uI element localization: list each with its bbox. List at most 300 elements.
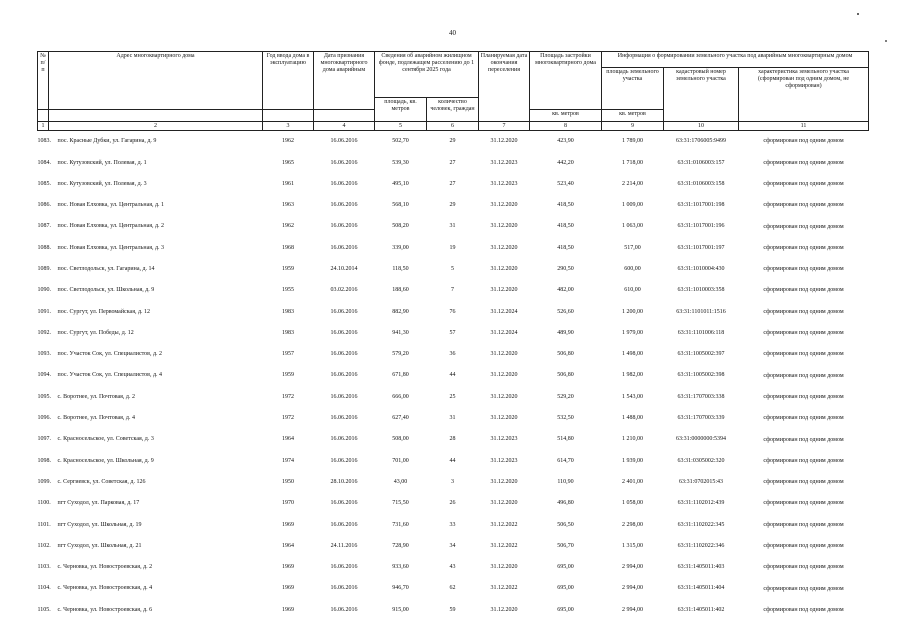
row-number: 1088. (37, 244, 51, 251)
people-cell: 44 (449, 372, 456, 379)
land-area-cell: 2 994,00 (622, 564, 643, 571)
col-num: 8 (530, 122, 602, 131)
row-number: 1087. (37, 223, 51, 230)
land-characteristic-cell: сформирован под одним домом (763, 372, 844, 379)
cadastral-cell: 63:31:1405011:404 (677, 585, 725, 592)
planned-date-cell: 31.12.2020 (490, 606, 518, 613)
address-cell: с. Сергиевск, ул. Советская, д. 126 (57, 478, 146, 485)
year-cell: 1965 (282, 159, 294, 166)
land-area-cell: 2 401,00 (622, 478, 643, 485)
people-cell: 25 (449, 393, 456, 400)
col-num: 6 (427, 122, 479, 131)
year-cell: 1964 (282, 542, 294, 549)
scan-speck (857, 13, 859, 15)
date-cell: 03.02.2016 (330, 287, 358, 294)
planned-date-cell: 31.12.2020 (490, 223, 518, 230)
area-cell: 508,20 (392, 223, 409, 230)
area-cell: 579,20 (392, 351, 409, 358)
land-characteristic-cell: сформирован под одним домом (763, 393, 844, 400)
address-cell: пос. Участок Сок, ул. Специалистов, д. 2 (57, 351, 163, 358)
build-area-cell: 418,50 (557, 244, 574, 251)
people-cell: 76 (449, 308, 456, 315)
land-characteristic-cell: сформирован под одним домом (763, 457, 844, 464)
table-row (38, 429, 869, 450)
col-num: 11 (739, 122, 869, 131)
build-area-cell: 514,80 (557, 436, 574, 443)
year-cell: 1983 (282, 329, 294, 336)
cadastral-cell: 63:31:1102012:439 (677, 500, 725, 507)
table-body (38, 131, 869, 621)
people-cell: 28 (449, 436, 456, 443)
col-num: 1 (38, 122, 49, 131)
year-cell: 1969 (282, 606, 294, 613)
area-cell: 539,30 (392, 159, 409, 166)
row-number: 1084. (37, 159, 51, 166)
land-area-cell: 1 058,00 (622, 500, 643, 507)
address-cell: пос. Кутузовский, ул. Полевая, д. 3 (57, 180, 147, 187)
land-area-cell: 1 543,00 (622, 393, 643, 400)
area-cell: 508,00 (392, 436, 409, 443)
row-number: 1093. (37, 351, 51, 358)
land-area-cell: 1 789,00 (622, 138, 643, 145)
row-number: 1085. (37, 180, 51, 187)
date-cell: 28.10.2016 (330, 478, 358, 485)
planned-date-cell: 31.12.2022 (490, 521, 518, 528)
area-cell: 701,00 (392, 457, 409, 464)
header-land-characteristic: характеристика земельного участка (сформирован под одним домом, не сформирован) (739, 68, 869, 122)
area-cell: 728,90 (392, 542, 409, 549)
year-cell: 1962 (282, 138, 294, 145)
planned-date-cell: 31.12.2020 (490, 138, 518, 145)
header-blank-year (263, 110, 314, 122)
build-area-cell: 506,80 (557, 372, 574, 379)
people-cell: 43 (449, 564, 456, 571)
land-characteristic-cell: сформирован под одним домом (763, 330, 844, 337)
header-address: Адрес многоквартирного дома (49, 52, 263, 110)
table-row (38, 600, 869, 621)
cadastral-cell: 63:31:1405011:402 (677, 606, 725, 613)
date-cell: 16.06.2016 (330, 393, 358, 400)
land-characteristic-cell: сформирован под одним домом (763, 542, 844, 549)
cadastral-cell: 63:31:0106003:158 (677, 180, 725, 187)
row-number: 1103. (37, 564, 51, 571)
planned-date-cell: 31.12.2020 (490, 265, 518, 272)
row-number: 1092. (37, 329, 51, 336)
land-area-cell: 1 718,00 (622, 159, 643, 166)
col-num: 4 (314, 122, 375, 131)
people-cell: 33 (449, 521, 456, 528)
land-area-cell: 1 200,00 (622, 308, 643, 315)
people-cell: 29 (449, 202, 456, 209)
table-row (38, 408, 869, 429)
header-build-area: Площадь застройки многоквартирного дома (530, 52, 602, 110)
date-cell: 16.06.2016 (330, 415, 358, 422)
date-cell: 24.10.2014 (330, 265, 358, 272)
area-cell: 882,90 (392, 308, 409, 315)
header-land-info: Информация о формировании земельного участка под аварийным многоквартирным домом (602, 52, 869, 68)
address-cell: пос. Сургут, ул. Победы, д. 12 (57, 329, 134, 336)
row-number: 1098. (37, 457, 51, 464)
land-characteristic-cell: сформирован под одним домом (763, 287, 844, 294)
row-number: 1101. (37, 521, 51, 528)
planned-date-cell: 31.12.2020 (490, 564, 518, 571)
land-characteristic-cell: сформирован под одним домом (763, 180, 844, 187)
planned-date-cell: 31.12.2023 (490, 457, 518, 464)
cadastral-cell: 63:31:1102022:345 (677, 521, 725, 528)
row-number: 1097. (37, 436, 51, 443)
land-characteristic-cell: сформирован под одним домом (763, 223, 844, 230)
people-cell: 29 (449, 138, 456, 145)
address-cell: пос. Новая Елховка, ул. Центральная, д. 1 (57, 202, 165, 209)
area-cell: 941,30 (392, 329, 409, 336)
col-num: 9 (602, 122, 664, 131)
table-header (38, 52, 869, 131)
area-cell: 339,00 (392, 244, 409, 251)
build-area-cell: 418,50 (557, 223, 574, 230)
address-cell: пгт Суходол, ул. Парковая, д. 17 (57, 500, 140, 507)
date-cell: 16.06.2016 (330, 351, 358, 358)
cadastral-cell: 63:31:1017001:198 (677, 202, 725, 209)
row-number: 1095. (37, 393, 51, 400)
address-cell: с. Черновка, ул. Новостроевская, д. 4 (57, 585, 153, 592)
build-area-cell: 532,50 (557, 415, 574, 422)
area-cell: 502,70 (392, 138, 409, 145)
table-row (38, 323, 869, 344)
date-cell: 16.06.2016 (330, 585, 358, 592)
table-row (38, 536, 869, 557)
table-row (38, 237, 869, 258)
year-cell: 1955 (282, 287, 294, 294)
row-number: 1096. (37, 415, 51, 422)
year-cell: 1959 (282, 372, 294, 379)
land-area-cell: 600,00 (624, 265, 641, 272)
planned-date-cell: 31.12.2024 (490, 329, 518, 336)
row-number: 1091. (37, 308, 51, 315)
cadastral-cell: 63:31:1102022:346 (677, 542, 725, 549)
land-area-cell: 1 982,00 (622, 372, 643, 379)
land-area-cell: 1 488,00 (622, 415, 643, 422)
cadastral-cell: 63:31:1101011:1516 (676, 308, 726, 315)
row-number: 1099. (37, 478, 51, 485)
date-cell: 16.06.2016 (330, 372, 358, 379)
row-number: 1102. (37, 542, 51, 549)
planned-date-cell: 31.12.2020 (490, 351, 518, 358)
cadastral-cell: 63:31:1706005:9499 (675, 138, 726, 145)
cadastral-cell: 63:31:1010004:430 (677, 265, 725, 272)
area-cell: 188,60 (392, 287, 409, 294)
header-housing-info: Сведения об аварийном жилищном фонде, подлежащем расселению до 1 сентября 2025 года (375, 52, 479, 98)
address-cell: пос. Светлодольск, ул. Гагарина, д. 14 (57, 265, 155, 272)
people-cell: 31 (449, 415, 456, 422)
build-area-cell: 526,60 (557, 308, 574, 315)
address-cell: с. Воротнее, ул. Почтовая, д. 2 (57, 393, 135, 400)
year-cell: 1968 (282, 244, 294, 251)
area-cell: 731,60 (392, 521, 409, 528)
address-cell: с. Воротнее, ул. Почтовая, д. 4 (57, 415, 135, 422)
header-land-unit: кв. метров (602, 110, 664, 122)
land-area-cell: 1 315,00 (622, 542, 643, 549)
planned-date-cell: 31.12.2020 (490, 393, 518, 400)
cadastral-cell: 63:31:1010003:358 (677, 287, 725, 294)
planned-date-cell: 31.12.2020 (490, 287, 518, 294)
table-row (38, 387, 869, 408)
build-area-cell: 695,00 (557, 606, 574, 613)
row-number: 1105. (37, 606, 51, 613)
table-row (38, 259, 869, 280)
row-number: 1083. (37, 138, 51, 145)
year-cell: 1963 (282, 202, 294, 209)
build-area-cell: 110,90 (557, 478, 574, 485)
land-area-cell: 1 210,00 (622, 436, 643, 443)
people-cell: 36 (449, 351, 456, 358)
date-cell: 16.06.2016 (330, 329, 358, 336)
people-cell: 62 (449, 585, 456, 592)
row-number: 1089. (37, 265, 51, 272)
col-num: 5 (375, 122, 427, 131)
table-row (38, 493, 869, 514)
planned-date-cell: 31.12.2023 (490, 159, 518, 166)
land-characteristic-cell: сформирован под одним домом (763, 244, 844, 251)
cadastral-cell: 63:31:1405011:403 (677, 564, 725, 571)
area-cell: 627,40 (392, 415, 409, 422)
land-characteristic-cell: сформирован под одним домом (763, 308, 844, 315)
row-number: 1086. (37, 202, 51, 209)
table-row (38, 365, 869, 386)
col-num: 7 (479, 122, 530, 131)
cadastral-cell: 63:31:1005002:398 (677, 372, 725, 379)
col-num: 3 (263, 122, 314, 131)
date-cell: 16.06.2016 (330, 223, 358, 230)
year-cell: 1950 (282, 478, 294, 485)
cadastral-cell: 63:31:1005002:397 (677, 351, 725, 358)
people-cell: 3 (451, 478, 454, 485)
table-row (38, 578, 869, 599)
planned-date-cell: 31.12.2020 (490, 202, 518, 209)
cadastral-cell: 63:31:0106003:157 (677, 159, 725, 166)
table-row (38, 514, 869, 535)
date-cell: 16.06.2016 (330, 500, 358, 507)
row-number: 1090. (37, 287, 51, 294)
planned-date-cell: 31.12.2020 (490, 500, 518, 507)
table-row (38, 280, 869, 301)
people-cell: 59 (449, 606, 456, 613)
address-cell: пгт Суходол, ул. Школьная, д. 21 (57, 542, 142, 549)
year-cell: 1970 (282, 500, 294, 507)
table-row (38, 344, 869, 365)
header-cadastral: кадастровый номер земельного участка (664, 68, 739, 122)
land-characteristic-cell: сформирован под одним домом (763, 202, 844, 209)
land-area-cell: 1 063,00 (622, 223, 643, 230)
header-number: № п/п (38, 52, 49, 110)
area-cell: 946,70 (392, 585, 409, 592)
people-cell: 34 (449, 542, 456, 549)
planned-date-cell: 31.12.2024 (490, 308, 518, 315)
build-area-cell: 418,50 (557, 202, 574, 209)
header-land-area: площадь земельного участка (602, 68, 664, 110)
planned-date-cell: 31.12.2020 (490, 415, 518, 422)
date-cell: 24.11.2016 (330, 542, 358, 549)
col-num: 10 (664, 122, 739, 131)
build-area-cell: 529,20 (557, 393, 574, 400)
build-area-cell: 506,50 (557, 521, 574, 528)
area-cell: 933,60 (392, 564, 409, 571)
land-characteristic-cell: сформирован под одним домом (763, 436, 844, 443)
year-cell: 1974 (282, 457, 294, 464)
area-cell: 118,50 (392, 265, 409, 272)
date-cell: 16.06.2016 (330, 244, 358, 251)
table-row (38, 472, 869, 493)
year-cell: 1961 (282, 180, 294, 187)
cadastral-cell: 63:31:1707003:339 (677, 415, 725, 422)
row-number: 1094. (37, 372, 51, 379)
date-cell: 16.06.2016 (330, 457, 358, 464)
planned-date-cell: 31.12.2020 (490, 372, 518, 379)
build-area-cell: 496,80 (557, 500, 574, 507)
land-area-cell: 2 994,00 (622, 606, 643, 613)
year-cell: 1957 (282, 351, 294, 358)
address-cell: пос. Красные Дубки, ул. Гагарина, д. 9 (57, 138, 157, 145)
cadastral-cell: 63:31:0702015:43 (678, 478, 723, 485)
header-area: площадь, кв. метров (375, 98, 427, 122)
build-area-cell: 523,40 (557, 180, 574, 187)
date-cell: 16.06.2016 (330, 308, 358, 315)
address-cell: пос. Участок Сок, ул. Специалистов, д. 4 (57, 372, 163, 379)
planned-date-cell: 31.12.2020 (490, 244, 518, 251)
year-cell: 1959 (282, 265, 294, 272)
row-number: 1100. (37, 500, 51, 507)
header-people: количество человек, граждан (427, 98, 479, 122)
area-cell: 43,00 (393, 478, 408, 485)
area-cell: 715,50 (392, 500, 409, 507)
land-characteristic-cell: сформирован под одним домом (763, 159, 844, 166)
land-characteristic-cell: сформирован под одним домом (763, 479, 844, 486)
table-row (38, 131, 869, 153)
year-cell: 1969 (282, 585, 294, 592)
land-characteristic-cell: сформирован под одним домом (763, 606, 844, 613)
address-cell: с. Черновка, ул. Новостроевская, д. 2 (57, 564, 153, 571)
cadastral-cell: 63:31:1017001:197 (677, 244, 725, 251)
table-row (38, 174, 869, 195)
address-cell: пос. Сургут, ул. Первомайская, д. 12 (57, 308, 151, 315)
cadastral-cell: 63:31:1101006:118 (677, 329, 725, 336)
header-blank-date (314, 110, 375, 122)
build-area-cell: 506,70 (557, 542, 574, 549)
table-row (38, 557, 869, 578)
cadastral-cell: 63:31:1707003:338 (677, 393, 725, 400)
date-cell: 16.06.2016 (330, 138, 358, 145)
table-row (38, 450, 869, 471)
land-area-cell: 517,00 (624, 244, 641, 251)
header-year: Год ввода дома в эксплуатацию (263, 52, 314, 110)
col-num: 2 (49, 122, 263, 131)
area-cell: 671,80 (392, 372, 409, 379)
build-area-cell: 506,80 (557, 351, 574, 358)
land-area-cell: 1 009,00 (622, 202, 643, 209)
table-row (38, 152, 869, 173)
planned-date-cell: 31.12.2023 (490, 180, 518, 187)
date-cell: 16.06.2016 (330, 564, 358, 571)
build-area-cell: 290,50 (557, 265, 574, 272)
build-area-cell: 489,90 (557, 329, 574, 336)
header-build-unit: кв. метров (530, 110, 602, 122)
date-cell: 16.06.2016 (330, 521, 358, 528)
planned-date-cell: 31.12.2022 (490, 542, 518, 549)
land-area-cell: 610,00 (624, 287, 641, 294)
date-cell: 16.06.2016 (330, 180, 358, 187)
land-area-cell: 2 994,00 (622, 585, 643, 592)
table-row (38, 301, 869, 322)
area-cell: 495,10 (392, 180, 409, 187)
build-area-cell: 442,20 (557, 159, 574, 166)
date-cell: 16.06.2016 (330, 202, 358, 209)
land-area-cell: 1 939,00 (622, 457, 643, 464)
column-number-row (38, 122, 869, 131)
address-cell: с. Черновка, ул. Новостроевская, д. 6 (57, 606, 153, 613)
area-cell: 915,00 (392, 606, 409, 613)
cadastral-cell: 63:31:0000000:5394 (675, 436, 726, 443)
people-cell: 31 (449, 223, 456, 230)
address-cell: пос. Светлодольск, ул. Школьная, д. 9 (57, 287, 155, 294)
land-characteristic-cell: сформирован под одним домом (763, 500, 844, 507)
address-cell: пос. Кутузовский, ул. Полевая, д. 1 (57, 159, 147, 166)
year-cell: 1969 (282, 564, 294, 571)
land-characteristic-cell: сформирован под одним домом (763, 564, 844, 571)
date-cell: 16.06.2016 (330, 159, 358, 166)
row-number: 1104. (37, 585, 51, 592)
land-area-cell: 1 979,00 (622, 329, 643, 336)
cadastral-cell: 63:31:1017001:196 (677, 223, 725, 230)
people-cell: 5 (451, 265, 454, 272)
header-blank-no (38, 110, 49, 122)
land-area-cell: 2 214,00 (622, 180, 643, 187)
year-cell: 1964 (282, 436, 294, 443)
address-cell: с. Красносельское, ул. Школьная, д. 9 (57, 457, 154, 464)
build-area-cell: 482,00 (557, 287, 574, 294)
people-cell: 27 (449, 180, 456, 187)
emergency-housing-table (37, 51, 869, 621)
land-area-cell: 2 298,00 (622, 521, 643, 528)
header-planned-date: Планируемая дата окончания переселения (479, 52, 530, 122)
table-row (38, 195, 869, 216)
build-area-cell: 695,00 (557, 585, 574, 592)
date-cell: 16.06.2016 (330, 436, 358, 443)
table-row (38, 216, 869, 237)
area-cell: 568,10 (392, 202, 409, 209)
land-characteristic-cell: сформирован под одним домом (763, 585, 844, 592)
header-blank-address (49, 110, 263, 122)
address-cell: пос. Новая Елховка, ул. Центральная, д. 3 (57, 244, 165, 251)
year-cell: 1969 (282, 521, 294, 528)
address-cell: пгт Суходол, ул. Школьная, д. 19 (57, 521, 142, 528)
year-cell: 1972 (282, 393, 294, 400)
year-cell: 1983 (282, 308, 294, 315)
people-cell: 44 (449, 457, 456, 464)
land-area-cell: 1 498,00 (622, 351, 643, 358)
planned-date-cell: 31.12.2020 (490, 478, 518, 485)
planned-date-cell: 31.12.2022 (490, 585, 518, 592)
year-cell: 1962 (282, 223, 294, 230)
build-area-cell: 614,70 (557, 457, 574, 464)
cadastral-cell: 63:31:0305002:320 (677, 457, 725, 464)
year-cell: 1972 (282, 415, 294, 422)
page-number: 40 (449, 29, 456, 37)
land-characteristic-cell: сформирован под одним домом (763, 138, 844, 145)
scan-speck (885, 40, 887, 42)
people-cell: 19 (449, 244, 456, 251)
build-area-cell: 423,90 (557, 138, 574, 145)
people-cell: 26 (449, 500, 456, 507)
people-cell: 7 (451, 287, 454, 294)
